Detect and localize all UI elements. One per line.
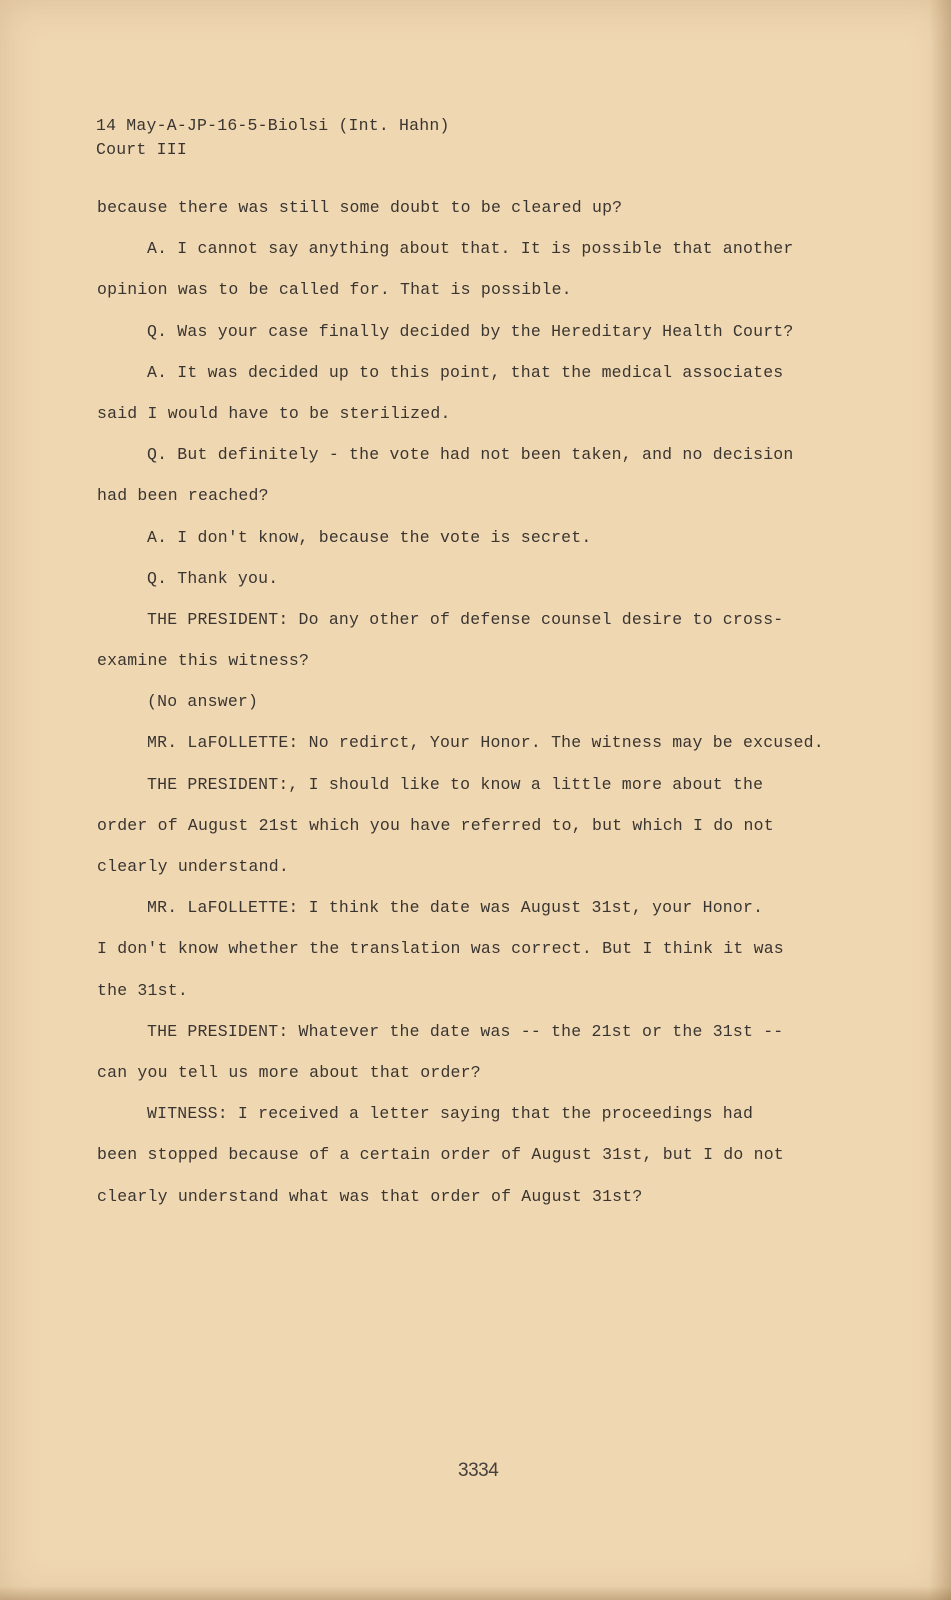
transcript-line: examine this witness? [97, 651, 310, 671]
transcript-line: because there was still some doubt to be cleared up? [97, 198, 623, 217]
transcript-line: (No answer) [147, 692, 259, 712]
transcript-line: Q. But definitely - the vote had not been taken, and no decision [147, 445, 794, 465]
transcript-line: clearly understand. [97, 857, 289, 876]
transcript-line: order of August 21st which you have referred to, but which I do not [97, 815, 774, 835]
page-number: 3334 [458, 1460, 499, 1481]
transcript-line: Q. Was your case finally decided by the Hereditary Health Court? [147, 321, 794, 341]
transcript-line: A. I don't know, because the vote is secret. [147, 527, 592, 547]
transcript-line: THE PRESIDENT:, I should like to know a little more about the [147, 774, 764, 794]
transcript-line: had been reached? [97, 486, 269, 506]
transcript-line: A. It was decided up to this point, that the medical associates [147, 362, 784, 382]
transcript-line: MR. LaFOLLETTE: I think the date was August 31st, your Honor. [147, 898, 764, 918]
transcript-line: THE PRESIDENT: Whatever the date was -- the 21st or the 31st -- [147, 1021, 784, 1041]
header-court-line: Court III [96, 140, 187, 159]
page-edge-shadow [929, 0, 951, 1600]
transcript-line: A. I cannot say anything about that. It is possible that another [147, 239, 794, 259]
transcript-line: I don't know whether the translation was correct. But I think it was [97, 939, 784, 959]
transcript-line: MR. LaFOLLETTE: No redirct, Your Honor. The witness may be excused. [147, 733, 824, 753]
header-session-line: 14 May-A-JP-16-5-Biolsi (Int. Hahn) [96, 116, 450, 135]
transcript-line: THE PRESIDENT: Do any other of defense counsel desire to cross- [147, 609, 784, 629]
transcript-line: clearly understand what was that order of August 31st? [97, 1186, 643, 1206]
transcript-line: Q. Thank you. [147, 568, 279, 588]
document-header [96, 114, 450, 162]
transcript-line: been stopped because of a certain order of August 31st, but I do not [97, 1145, 784, 1165]
transcript-line: the 31st. [97, 980, 188, 1000]
transcript-line: can you tell us more about that order? [97, 1062, 481, 1082]
transcript-body [97, 196, 877, 1226]
transcript-line: opinion was to be called for. That is possible. [97, 280, 572, 300]
page-bottom-shadow [0, 1586, 951, 1600]
transcript-line: WITNESS: I received a letter saying that the proceedings had [147, 1104, 754, 1124]
transcript-line: said I would have to be sterilized. [97, 403, 451, 423]
